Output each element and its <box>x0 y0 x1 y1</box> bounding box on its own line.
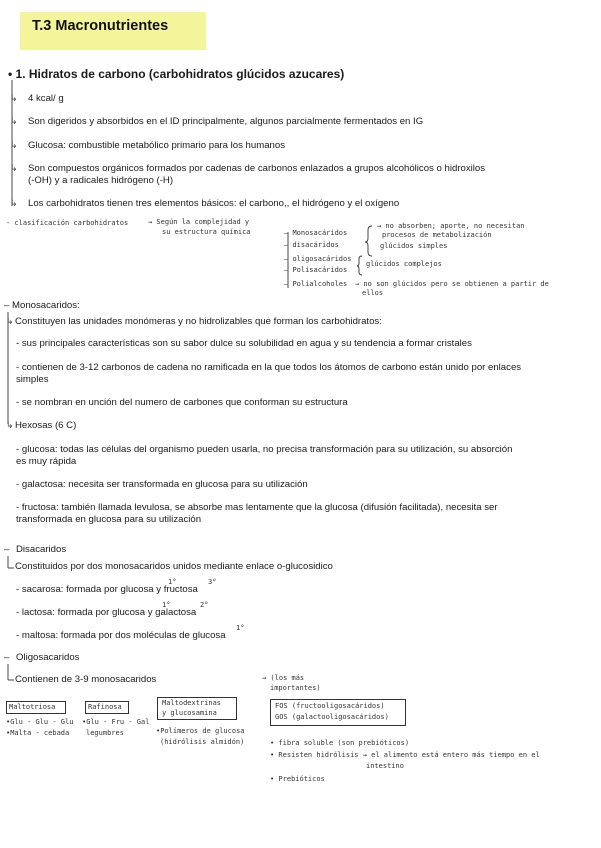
list-item: Son compuestos orgánicos formados por cadenas de carbonos enlazados a grupos alcohólicos o hidroxilos <box>28 163 486 174</box>
list-item: Constituidos por dos monosacaridos unidos mediante enlace o-glucosidico <box>15 561 333 572</box>
box-label: Rafinosa <box>88 703 122 711</box>
box-item: •Glu - Fru - Gal <box>82 718 150 726</box>
oligo-note: → (los más <box>262 674 305 682</box>
list-item: - maltosa: formada por dos moléculas de glucosa <box>16 630 226 641</box>
list-item: es muy rápida <box>16 456 77 467</box>
classification-criteria: → Según la complejidad y <box>148 218 250 226</box>
box-label: y glucosamina <box>162 709 217 717</box>
list-item: Los carbohidratos tienen tres elementos básicos: el carbono,, el hidrógeno y el oxígeno <box>28 198 400 209</box>
box-label: FOS (fructooligosacáridos) <box>275 702 385 710</box>
arrow-icon: ↳ <box>10 93 18 103</box>
arrow-icon: ↳ <box>10 116 18 126</box>
list-item: Contienen de 3-9 monosacaridos <box>15 674 157 685</box>
list-item: simples <box>16 374 49 385</box>
box-item: •Polímeros de glucosa <box>156 727 245 735</box>
box-label: Maltodextrinas <box>162 699 222 707</box>
classification-type: – oligosacáridos <box>284 255 352 263</box>
list-item: - sacarosa: formada por glucosa y fructosa <box>16 584 198 595</box>
superscript-order: 3° <box>208 578 217 586</box>
list-item: - fructosa: también llamada levulosa, se absorbe mas lentamente que la glucosa (difusión facilitada), necesita ser <box>16 502 498 513</box>
polialcoholes-note: → no son glúcidos pero se obtienen a partir de <box>355 280 549 288</box>
list-item: - sus principales características son su sabor dulce su solubilidad en agua y su tendencia a formar cristales <box>16 338 472 349</box>
arrow-icon: ↳ <box>10 198 18 208</box>
classification-type: – Polialcoholes <box>284 280 348 288</box>
classification-type: – Monosacáridos <box>284 229 348 237</box>
list-item: - lactosa: formada por glucosa y galactosa <box>16 607 197 618</box>
brace-note: glúcidos complejos <box>366 260 442 268</box>
list-item: - contienen de 3-12 carbonos de cadena no ramificada en la que todos los átomos de carbono están unido por enlaces <box>16 362 522 373</box>
dash-icon: – <box>4 652 10 663</box>
heading-disacaridos: Disacaridos <box>16 544 67 555</box>
brace-note: procesos de metabolización <box>382 231 492 239</box>
box-item: •Malta - cebada <box>6 729 70 737</box>
list-item: Constituyen las unidades monómeras y no hidrolizables que forman los carbohidratos: <box>15 316 382 327</box>
fos-note: • fibra soluble (son prebióticos) <box>270 739 410 747</box>
heading-monosacaridos: – Monosacaridos: <box>4 300 80 311</box>
heading-oligosacaridos: Oligosacaridos <box>16 652 80 663</box>
list-item: - galactosa: necesita ser transformada en glucosa para su utilización <box>16 479 308 490</box>
list-item: 4 kcal/ g <box>28 93 64 104</box>
fos-note: intestino <box>366 762 404 770</box>
dash-icon: – <box>4 544 10 555</box>
box-item: (hidrólisis almidón) <box>160 738 245 746</box>
brace-note: glúcidos simples <box>380 242 448 250</box>
arrow-icon: ↳ <box>6 420 14 430</box>
list-item: - glucosa: todas las células del organismo pueden usarla, no precisa transformación para su utilización, su absorción <box>16 444 513 455</box>
arrow-icon: ↳ <box>6 316 14 326</box>
list-item: (-OH) y a radicales hidrógeno (-H) <box>28 175 174 186</box>
superscript-order: 1° <box>162 601 171 609</box>
fos-note: • Prebióticos <box>270 775 325 783</box>
superscript-order: 1° <box>236 624 245 632</box>
box-item: •Glu - Glu - Glu <box>6 718 74 726</box>
superscript-order: 1° <box>168 578 177 586</box>
list-item: - se nombran en unción del numero de carbones que conforman su estructura <box>16 397 348 408</box>
arrow-icon: ↳ <box>10 163 18 173</box>
box-label: Maltotriosa <box>9 703 56 711</box>
list-item: Glucosa: combustible metabólico primario para los humanos <box>28 140 286 151</box>
oligo-note: importantes) <box>270 684 321 692</box>
fos-note: • Resisten hidrólisis → el alimento está entero más tiempo en el <box>270 751 540 759</box>
classification-type: – disacáridos <box>284 241 339 249</box>
classification-criteria: su estructura química <box>162 228 251 236</box>
arrow-icon: ↳ <box>10 140 18 150</box>
brace-note: → no absorben; aporte, no necesitan <box>377 222 525 230</box>
superscript-order: 2° <box>200 601 209 609</box>
classification-label: - clasificación carbohidratos <box>6 219 129 227</box>
box-item: legumbres <box>86 729 124 737</box>
section-heading-hidratos: • 1. Hidratos de carbono (carbohidratos glúcidos azucares) <box>8 67 345 81</box>
list-item: transformada en glucosa para su utilización <box>16 514 202 525</box>
classification-type: – Polisacáridos <box>284 266 348 274</box>
heading-hexosas: Hexosas (6 C) <box>15 420 77 431</box>
box-label: GOS (galactooligosacáridos) <box>275 713 389 721</box>
list-item: Son digeridos y absorbidos en el ID principalmente, algunos parcialmente fermentados en IG <box>28 116 424 127</box>
page-title: T.3 Macronutrientes <box>32 18 169 34</box>
polialcoholes-note: ellos <box>362 289 384 297</box>
